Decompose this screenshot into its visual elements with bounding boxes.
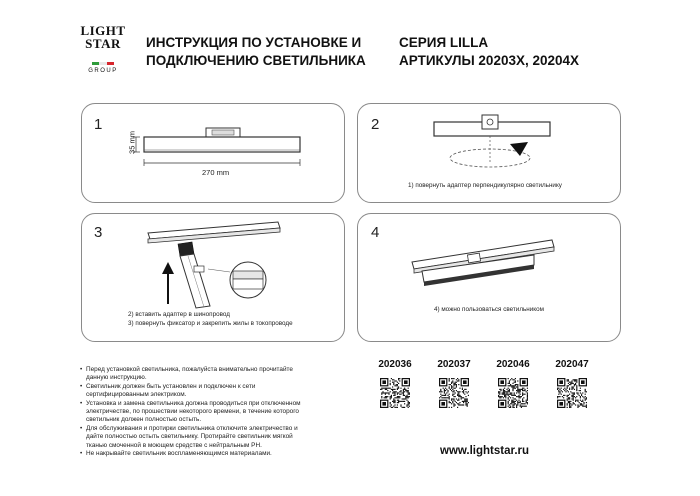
article-code-2: 202037	[437, 359, 471, 370]
articles-label: АРТИКУЛЫ 20203X, 20204X	[399, 53, 580, 68]
step-3-caption	[128, 311, 293, 328]
series-label: СЕРИЯ LILLA	[399, 35, 489, 50]
step-4-number: 4	[371, 224, 380, 241]
height-dimension: 35 mm	[127, 131, 137, 154]
note-item: • Для обслуживания и протирки светильника отключите электричество и дайте полностью остыть светильнику. Протирайте светильник мягкой тканью смоченной в моющем средстве с нейтральным PH.	[80, 425, 310, 450]
step-3-panel	[81, 213, 345, 342]
step-1-panel	[81, 103, 345, 203]
note-item: • Перед установкой светильника, пожалуйста внимательно прочитайте данную инструкцию.	[80, 366, 310, 383]
instruction-title	[146, 34, 366, 70]
logo-line2: STAR	[85, 36, 121, 51]
title-line2: ПОДКЛЮЧЕНИЮ СВЕТИЛЬНИКА	[146, 53, 366, 68]
article-code-3: 202046	[496, 359, 530, 370]
qr-code-icon[interactable]	[380, 378, 410, 408]
note-item: • Установка и замена светильника должна проводиться при отключенном электричестве, по прошествии некоторого времени, в течение которого светильник должен полностью остыть.	[80, 400, 310, 425]
luminaire-dimension-drawing	[82, 104, 344, 202]
width-dimension: 270 mm	[202, 168, 230, 177]
italian-flag-icon	[92, 62, 114, 65]
qr-code-icon[interactable]	[439, 378, 469, 408]
series-block	[399, 34, 579, 70]
step-4-caption: 4) можно пользоваться светильником	[434, 306, 544, 313]
step-2-panel	[357, 103, 621, 203]
article-code-4: 202047	[555, 359, 589, 370]
article-code-1: 202036	[378, 359, 412, 370]
note-item: • Не накрывайте светильник воспламеняющимся материалами.	[80, 450, 310, 458]
safety-notes	[80, 366, 310, 458]
step-2-caption: 1) повернуть адаптер перпендикулярно светильнику	[408, 182, 562, 189]
qr-code-icon[interactable]	[498, 378, 528, 408]
brand-logo	[80, 22, 126, 82]
logo-line3: GROUP	[88, 68, 118, 74]
step-4-panel	[357, 213, 621, 342]
step-2-number: 2	[371, 116, 380, 133]
step-3-caption-line1: 2) вставить адаптер в шинопровод	[128, 311, 230, 318]
step-1-number: 1	[94, 116, 103, 133]
installed-luminaire-drawing	[358, 214, 620, 341]
step-3-caption-line2: 3) повернуть фиксатор и закрепить жилы в токопроводе	[128, 319, 293, 327]
logo-line1: LIGHT	[80, 23, 126, 38]
note-item: • Светильник должен быть установлен и подключен к сети сертифицированным электриком.	[80, 383, 310, 400]
step-3-number: 3	[94, 224, 103, 241]
title-line1: ИНСТРУКЦИЯ ПО УСТАНОВКЕ И	[146, 35, 362, 50]
website-link[interactable]: www.lightstar.ru	[440, 445, 530, 457]
qr-code-icon[interactable]	[557, 378, 587, 408]
